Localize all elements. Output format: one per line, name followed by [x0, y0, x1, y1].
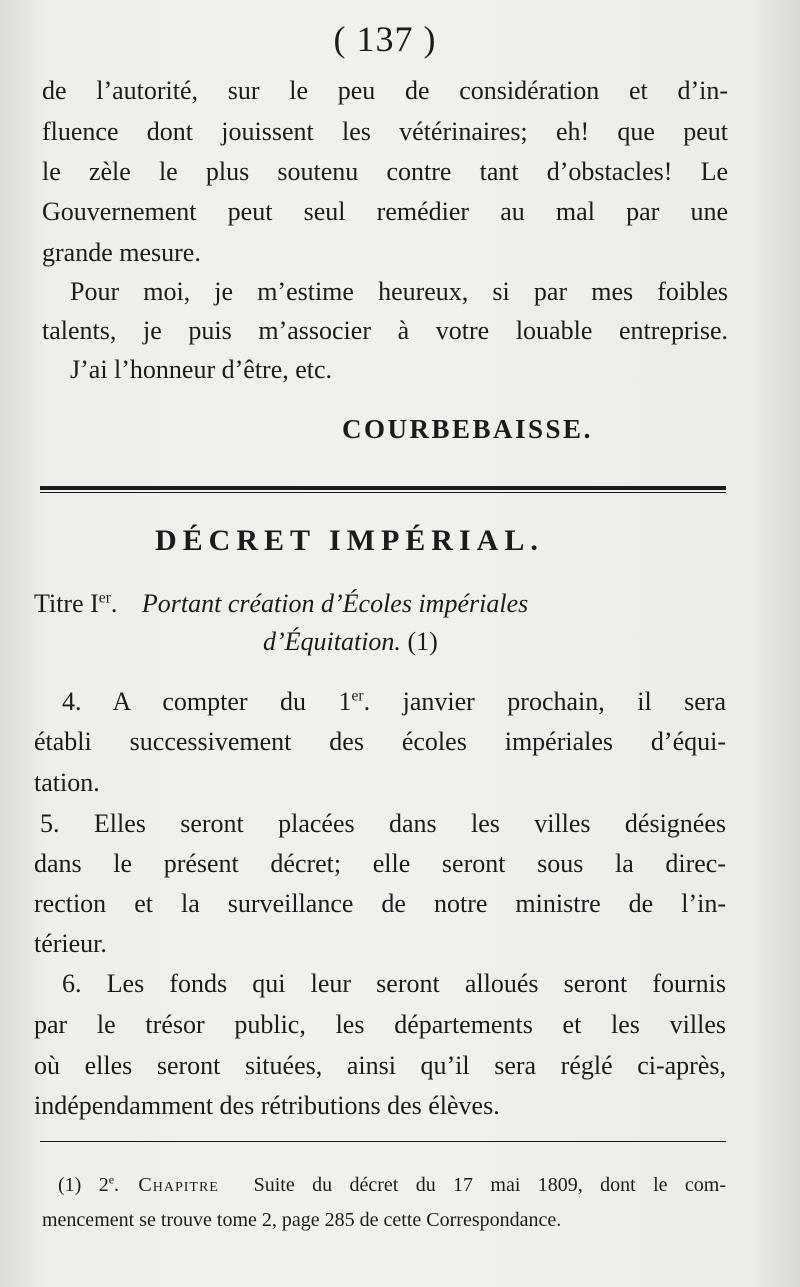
- text-line: Pour moi, je m’estime heureux, si par mes foibles: [70, 277, 728, 306]
- footnote-ref: (1): [407, 627, 438, 656]
- footnote-line-2: mencement se trouve tome 2, page 285 de cette Correspondance.: [42, 1209, 562, 1231]
- footnote-chapitre: . Chapitre: [114, 1174, 219, 1196]
- text-line: dans le présent décret; elle seront sous la direc-: [34, 849, 726, 878]
- titre-line-2: [263, 627, 438, 657]
- footnote-sup: e: [108, 1172, 115, 1187]
- titre-sup: er: [98, 589, 111, 607]
- titre-italic: Portant création d’Écoles impériales: [141, 589, 529, 618]
- separator-rule: [40, 486, 726, 490]
- footnote-line-1: [58, 1174, 726, 1197]
- art4-sup: er: [351, 687, 364, 705]
- closing-line: J’ai l’honneur d’être, etc.: [70, 355, 333, 384]
- article-4-line: [62, 689, 726, 715]
- text-line: Gouvernement peut seul remédier au mal par une: [42, 197, 728, 226]
- text-line: grande mesure.: [42, 238, 201, 267]
- page-number: ( 137 ): [333, 19, 437, 59]
- text-line: fluence dont jouissent les vétérinaires; eh! que peut: [42, 117, 728, 146]
- text-line: talents, je puis m’associer à votre louable entreprise.: [42, 316, 728, 345]
- text-line: le zèle le plus soutenu contre tant d’obstacles! Le: [42, 157, 728, 186]
- footnote-rule: [40, 1141, 726, 1142]
- text-line: rection et la surveillance de notre ministre de l’in-: [34, 889, 726, 918]
- text-line: de l’autorité, sur le peu de considération et d’in-: [42, 76, 728, 105]
- decree-heading: DÉCRET IMPÉRIAL.: [155, 524, 544, 557]
- titre-line: Titre Ier. Portant création d’Écoles impériales: [34, 589, 529, 618]
- text-line: indépendamment des rétributions des élèves.: [34, 1091, 500, 1120]
- footnote-mark: (1) 2: [58, 1174, 109, 1196]
- article-6-line: 6. Les fonds qui leur seront alloués seront fournis: [62, 969, 726, 998]
- text-line: par le trésor public, les départements et les villes: [34, 1010, 726, 1039]
- titre-italic-2: d’Équitation.: [263, 627, 401, 656]
- text-line: établi successivement des écoles impériales d’équi-: [34, 727, 726, 756]
- text-line: où elles seront situées, ainsi qu’il sera réglé ci-après,: [34, 1051, 726, 1080]
- text-line: térieur.: [34, 929, 107, 958]
- art4-text-b: . janvier prochain, il sera: [363, 687, 727, 716]
- separator-rule-thin: [40, 492, 726, 493]
- footnote-text: Suite du décret du 17 mai 1809, dont le com-: [253, 1174, 726, 1196]
- signature: COURBEBAISSE.: [342, 414, 593, 444]
- text-line: tation.: [34, 768, 100, 797]
- titre-label: Titre I: [34, 589, 99, 618]
- article-5-line: 5. Elles seront placées dans les villes désignées: [40, 809, 726, 838]
- art4-text-a: 4. A compter du 1: [62, 687, 352, 716]
